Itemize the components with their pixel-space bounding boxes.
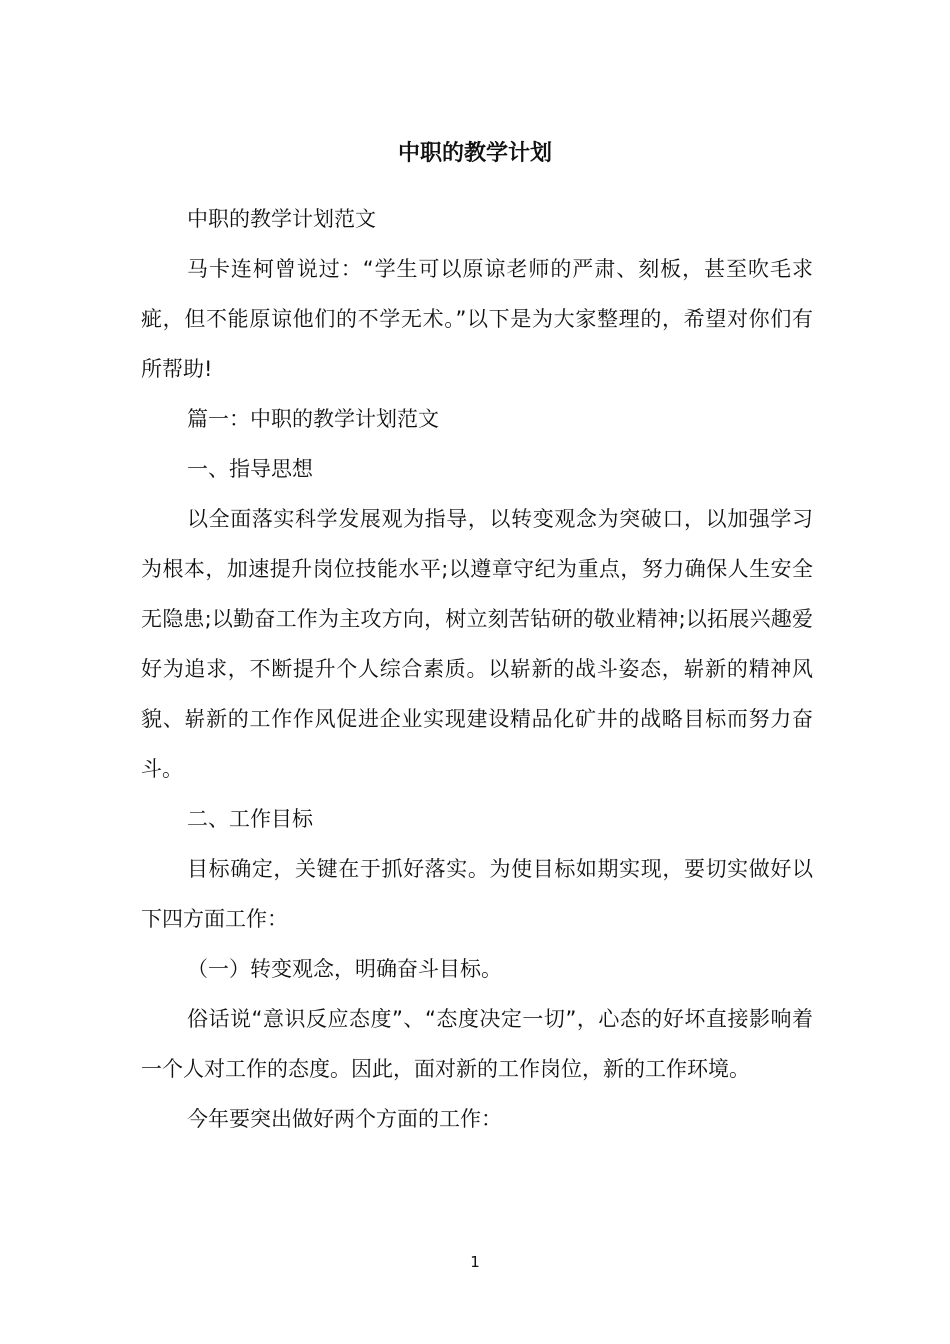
- paragraph-section-two-heading: 二、工作目标: [187, 807, 313, 831]
- paragraph-subtitle: 中职的教学计划范文: [187, 207, 376, 231]
- paragraph-guiding-thought: 以全面落实科学发展观为指导，以转变观念为突破口，以加强学习为根本，加速提升岗位技能水平;以遵章守纪为重点，努力确保人生安全无隐患;以勤奋工作为主攻方向，树立刻苦钻研的敬业精神;以拓展兴趣爱好为追求，不断提升个人综合素质。以崭新的战斗姿态，崭新的精神风貌、崭新的工作作风促进企业实现建设精品化矿井的战略目标而努力奋斗。: [141, 507, 813, 781]
- paragraph-subsection-one-heading: （一）转变观念，明确奋斗目标。: [187, 957, 502, 981]
- paragraph-intro-quote: 马卡连柯曾说过：“学生可以原谅老师的严肃、刻板，甚至吹毛求疵，但不能原谅他们的不学无术。”以下是为大家整理的，希望对你们有所帮助!: [141, 257, 813, 381]
- paragraph-part-one-heading: 篇一：中职的教学计划范文: [187, 407, 439, 431]
- document-title: 中职的教学计划: [397, 141, 552, 166]
- paragraph-two-aspects: 今年要突出做好两个方面的工作：: [187, 1107, 502, 1131]
- paragraph-section-one-heading: 一、指导思想: [187, 457, 313, 481]
- paragraph-attitude: 俗话说“意识反应态度”、“态度决定一切”，心态的好坏直接影响着一个人对工作的态度。因此，面对新的工作岗位，新的工作环境。: [141, 1007, 813, 1081]
- page-number: 1: [470, 1253, 480, 1271]
- paragraph-work-goals: 目标确定，关键在于抓好落实。为使目标如期实现，要切实做好以下四方面工作：: [141, 857, 813, 931]
- document-body: [141, 194, 813, 1144]
